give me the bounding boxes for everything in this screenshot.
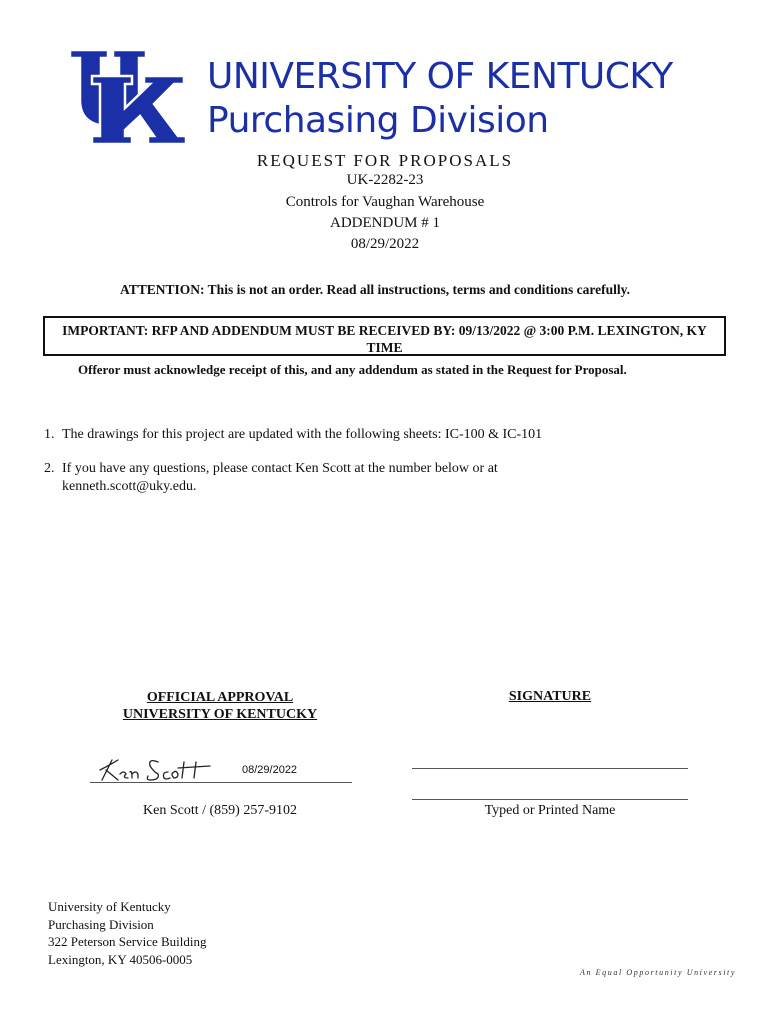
item-text: If you have any questions, please contact Ken Scott at the number below or at kenneth.scott@uky.edu. bbox=[62, 461, 498, 494]
item-text: The drawings for this project are updated with the following sheets: IC-100 & IC-101 bbox=[62, 427, 543, 442]
document-type: REQUEST FOR PROPOSALS bbox=[256, 151, 514, 170]
approval-line1: OFFICIAL APPROVAL bbox=[146, 690, 294, 705]
university-name: UNIVERSITY OF KENTUCKY bbox=[207, 56, 673, 97]
mailing-address bbox=[48, 898, 207, 968]
important-box bbox=[43, 316, 726, 356]
address-line: University of Kentucky bbox=[48, 899, 171, 914]
rfp-number: UK-2282-23 bbox=[346, 172, 424, 188]
uk-logo-icon bbox=[68, 48, 188, 151]
project-title: Controls for Vaughan Warehouse bbox=[285, 194, 485, 210]
item-number: 1. bbox=[44, 427, 55, 442]
equal-opportunity-tagline: An Equal Opportunity University bbox=[580, 968, 737, 977]
list-item bbox=[44, 460, 532, 496]
offeror-signature-line bbox=[412, 768, 688, 769]
typed-name-label: Typed or Printed Name bbox=[484, 803, 616, 818]
address-line: Lexington, KY 40506-0005 bbox=[48, 951, 193, 967]
signature-date: 08/29/2022 bbox=[242, 764, 298, 776]
address-line: Purchasing Division bbox=[48, 916, 154, 932]
official-approval-heading bbox=[110, 689, 330, 723]
typed-name-line bbox=[412, 799, 688, 800]
important-text: IMPORTANT: RFP AND ADDENDUM MUST BE RECEIVED BY: 09/13/2022 @ 3:00 P.M. LEXINGTON, KY TIME bbox=[62, 323, 707, 355]
document-date: 08/29/2022 bbox=[350, 236, 420, 252]
handwritten-signature bbox=[96, 752, 216, 791]
item-number: 2. bbox=[44, 461, 55, 476]
signature-heading: SIGNATURE bbox=[508, 689, 592, 704]
attention-notice: ATTENTION: This is not an order. Read all instructions, terms and conditions carefully. bbox=[120, 282, 630, 297]
list-item bbox=[44, 426, 582, 444]
approver-name-phone: Ken Scott / (859) 257-9102 bbox=[143, 803, 297, 818]
approval-signature-line bbox=[90, 782, 352, 783]
approval-line2: UNIVERSITY OF KENTUCKY bbox=[122, 707, 318, 722]
division-name: Purchasing Division bbox=[207, 100, 549, 141]
addendum-number: ADDENDUM # 1 bbox=[330, 215, 440, 231]
address-line: 322 Peterson Service Building bbox=[48, 934, 207, 949]
offeror-note: Offeror must acknowledge receipt of this, and any addendum as stated in the Request for Proposal. bbox=[78, 362, 627, 377]
